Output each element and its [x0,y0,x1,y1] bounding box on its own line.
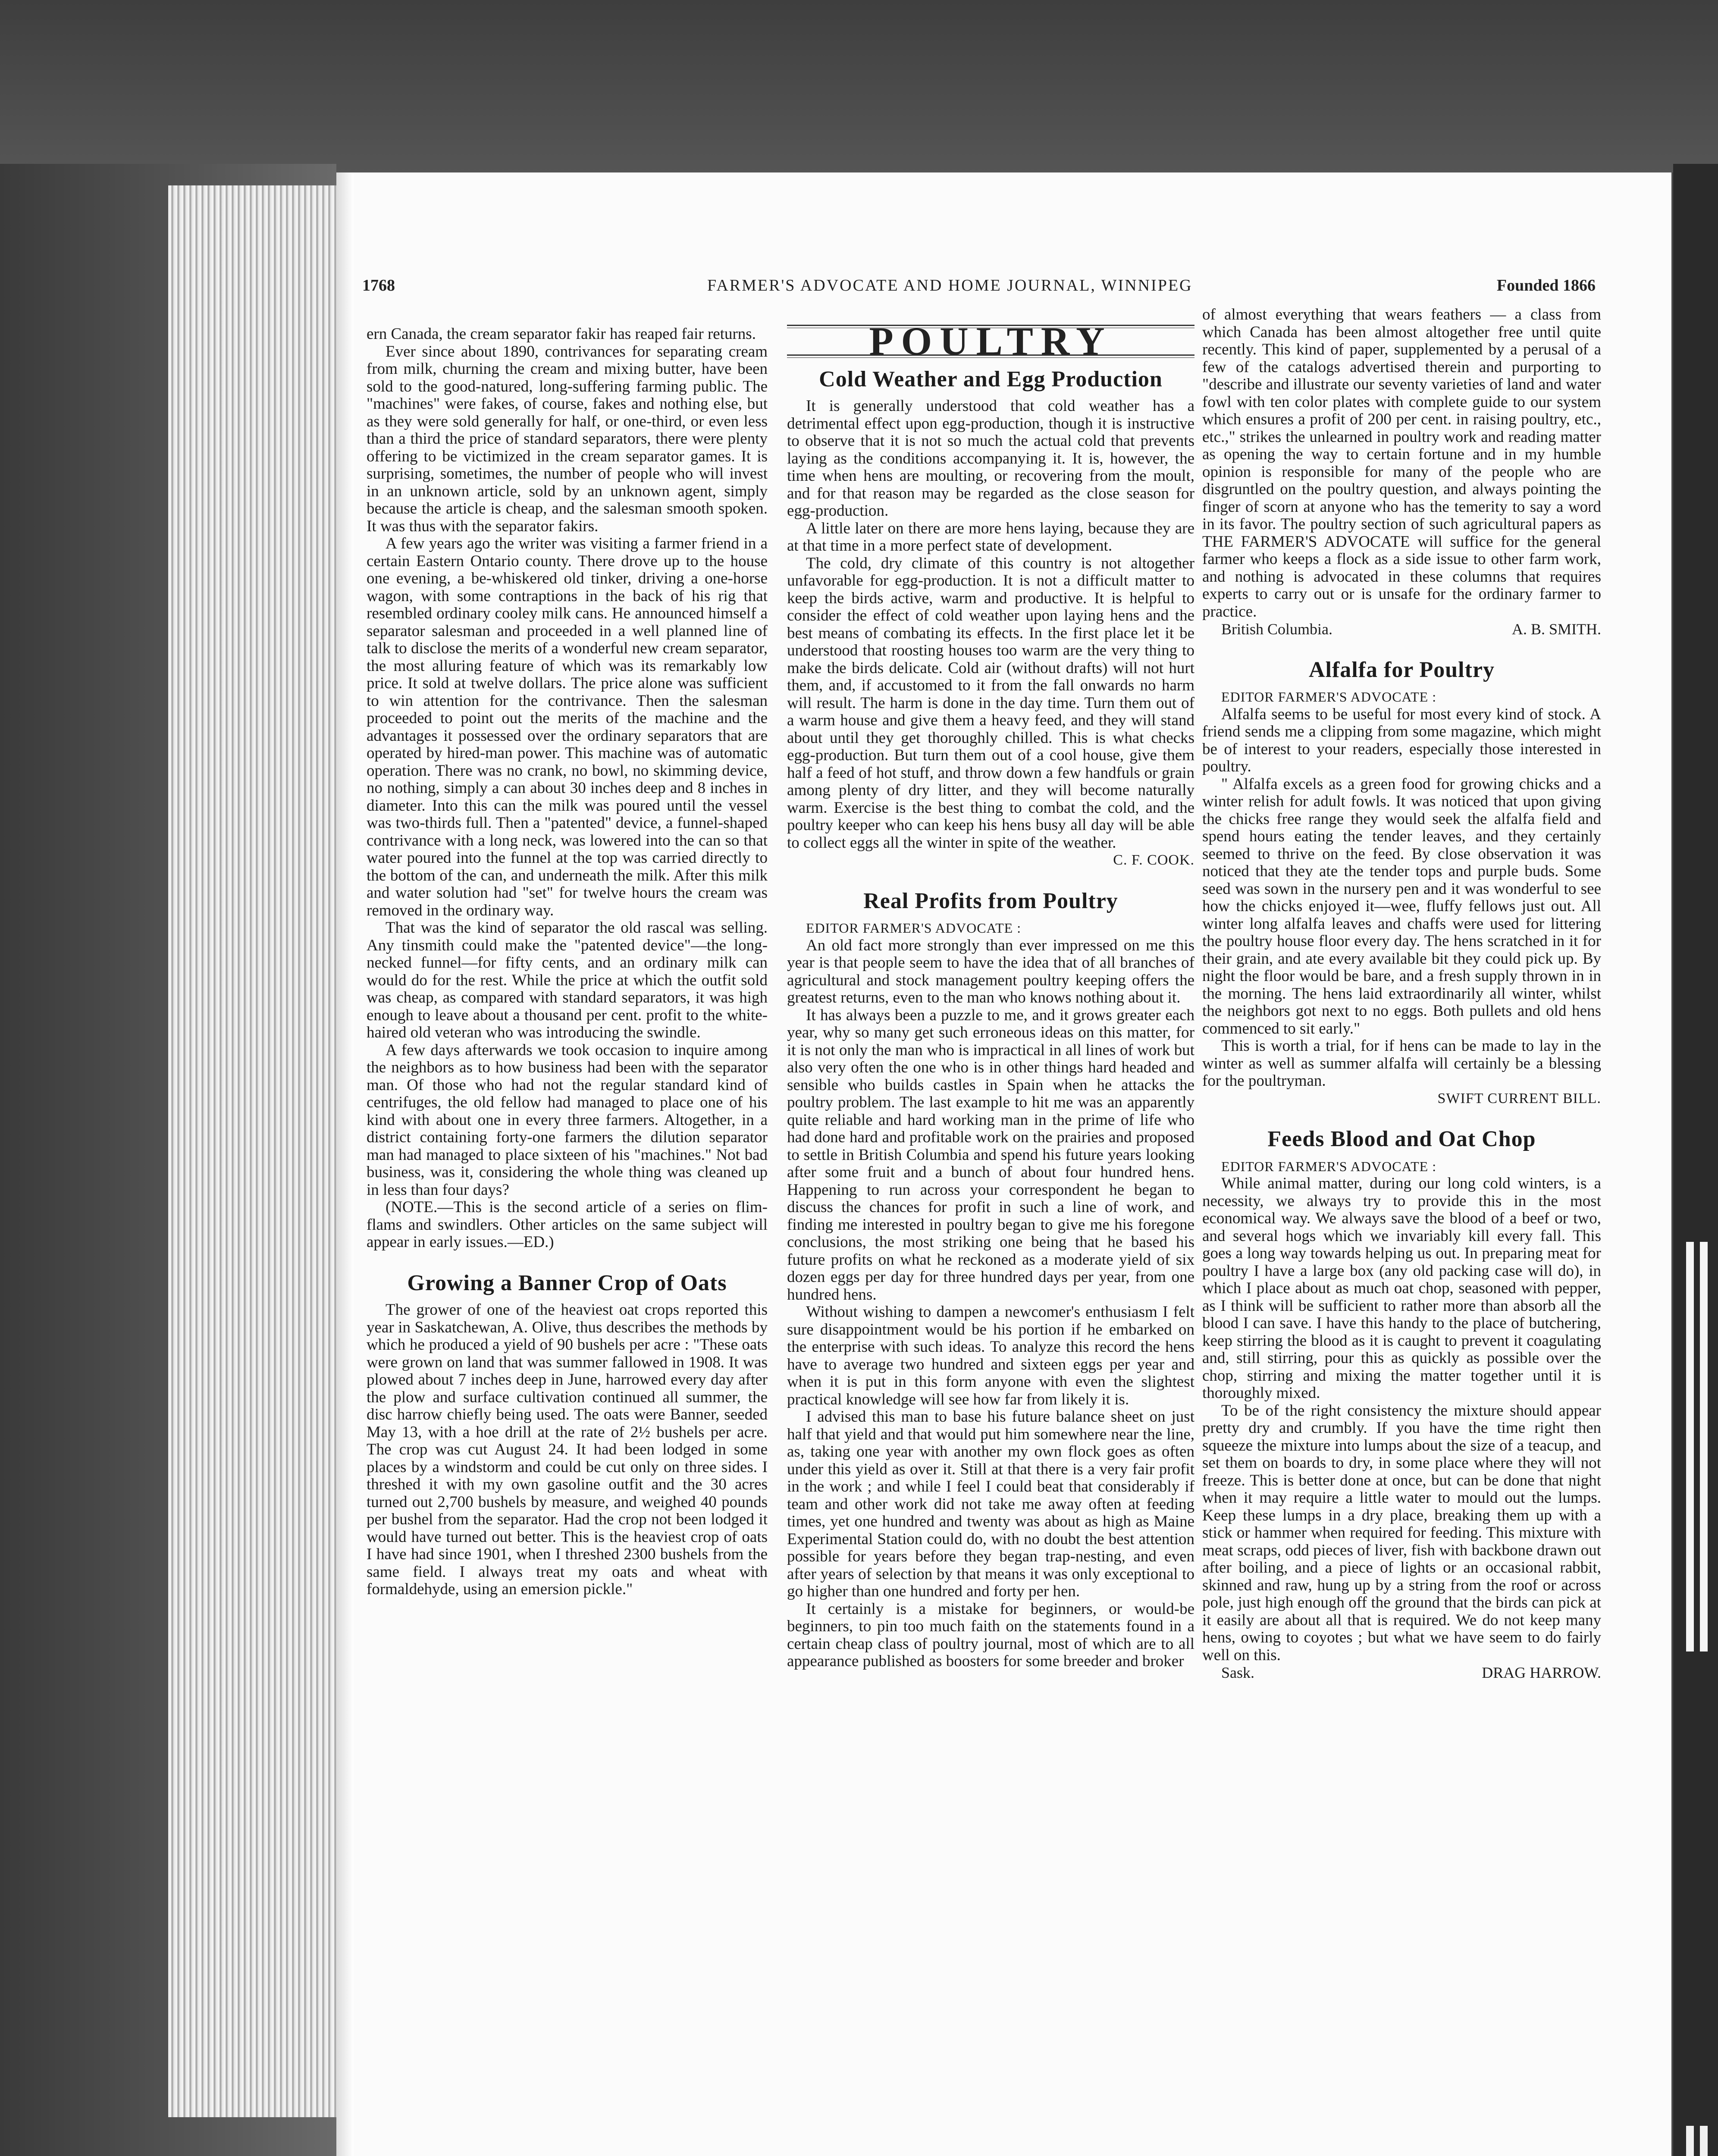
article-paragraph: A few days afterwards we took occasion to inquire among the neighbors as to how business had been with the separator man. Of those who had not the regular standard kind of centrifuges, the old fellow had managed to place one of his kind with about one in every three farmers. Altogether, in a district containing forty-one farmers the dilution separator man had managed to place sixteen of his "machines." Not bad business, was it, considering the whole thing was cleaned up in less than four days? [367,1041,768,1199]
section-heading-feeds-blood: Feeds Blood and Oat Chop [1267,1127,1536,1151]
column-right [1202,306,1601,1682]
author-location: Sask. [1221,1664,1255,1681]
gutter-shadow [336,172,354,2156]
article-continuation: ern Canada, the cream separator fakir has reaped fair returns. [367,325,756,343]
article-paragraph: It has always been a puzzle to me, and it grows greater each year, why so many get such erroneous ideas on this matter, for it is not only the man who is impractical in all lines of work but also very often the one who is in other things hard headed and sensible who builds castles in Spain when he attacks the poultry problem. The last example to hit me was an apparently quite reliable and hard working man in the prime of life who had done hard and profitable work on the prairies and proposed to settle in British Columbia and spend his future years looking after some fruit and a bunch of about four hundred hens. Happening to run across your correspondent he began to discuss the chances for profit in such a line of work, and finding me interested in poultry began to give me his foregone conclusions, the most striking one being that he based his future profits on what he reckoned as a moderate yield of six dozen eggs per day for three hundred days per year, from one hundred hens. [787,1006,1194,1304]
article-paragraph: That was the kind of separator the old rascal was selling. Any tinsmith could make the "patented device"—the long-necked funnel—for fifty cents, and an ordinary milk can would do for the rest. While the price at which the outfit sold was cheap, as compared with standard separators, it was high enough to leave about a thousand per cent. profit to the white-haired old veteran who was introducing the swindle. [367,919,768,1041]
scanner-clip [1686,2126,1694,2156]
poultry-title: POULTRY [869,319,1113,363]
article-paragraph: An old fact more strongly than ever impressed on me this year is that people seem to have the idea that of all branches of agricultural and stock management poultry keeping offers the greatest returns, even to the man who knows nothing about it. [787,936,1194,1006]
section-heading-oats: Growing a Banner Crop of Oats [407,1270,727,1295]
column-left [367,326,768,1598]
scanner-clip [1700,2126,1708,2156]
article-paragraph: While animal matter, during our long cold winters, is a necessity, we always try to provide this in the most economical way. We always save the blood of a beef or two, and several hogs which we invariably kill every fall. This goes a long way towards helping us out. In preparing meat for poultry I have a large box (any old packing case will do), in which I place about as much oat chop, seasoned with pepper, as I think will be sufficient to rather more than absorb all the blood I can save. I have this handy to the place of butchering, keep stirring the blood as it is caught to prevent it coagulating and, still stirring, pour this as quickly as possible over the chop, stirring and mixing the matter together until it is thoroughly mixed. [1202,1175,1601,1402]
article-paragraph: Ever since about 1890, contrivances for separating cream from milk, churning the cream and mixing butter, have been sold to the good-natured, long-suffering farming public. The "machines" were fakes, of course, fakes and nothing else, but as they were sold generally for half, or one-third, or even less than a third the price of standard separators, there were plenty offering to be victimized in the cream separator games. It is surprising, sometimes, the number of people who will invest in an unknown article, sold by an unknown agent, simply because the article is cheap, and the salesman smooth spoken. It was thus with the separator fakirs. [367,342,768,535]
article-paragraph: Without wishing to dampen a newcomer's enthusiasm I felt sure disappointment would be his portion if he embarked on the enterprise with such ideas. To analyze this record the hens have to average two hundred and sixteen eggs per year and when it is put in this form anyone with even the slightest practical knowledge will see how far from likely it is. [787,1303,1194,1408]
section-heading-real-profits: Real Profits from Poultry [863,888,1118,913]
article-paragraph: It certainly is a mistake for beginners, or would-be beginners, to pin too much faith on the statements found in a certain cheap class of poultry journal, most of which are to all appearance published as boosters for some breeder and broker [787,1600,1194,1670]
article-paragraph: A few years ago the writer was visiting a farmer friend in a certain Eastern Ontario county. There drove up to the house one evening, a be-whiskered old tinker, driving a one-horse wagon, with some contraptions in the back of his rig that resembled ordinary cooley milk cans. He announced himself a separator salesman and proceeded in a well planned line of talk to disclose the merits of a wonderful new cream separator, the most alluring feature of which was its remarkably low price. It sold at twelve dollars. The price alone was sufficient to win attention for the contrivance. Then the salesman proceeded to point out the merits of the machine and the advantages it possessed over the ordinary separators that are operated by hired-man power. This machine was of automatic operation. There was no crank, no bowl, no skimming device, no nothing, simply a can about 30 inches deep and 8 inches in diameter. Into this can the milk was poured until the vessel was two-thirds full. Then a "patented" device, a funnel-shaped contrivance with a long neck, was lowered into the can so that water poured into the funnel at the top was carried directly to the bottom of the can, and underneath the milk. After this milk and water solution had "set" for twelve hours the cream was removed in the ordinary way. [367,535,768,919]
article-continuation: of almost everything that wears feathers — a class from which Canada has been almost altogether free until quite recently. This kind of paper, supplemented by a perusal of a few of the catalogs advertised therein and purporting to "describe and illustrate our seventy varieties of land and water fowl with ten color plates with complete guide to our system which ensures a profit of 200 per cent. in raising poultry, etc., etc.," strikes the unlearned in poultry work and reading matter as opening the way to certain fortune and in my humble opinion is responsible for many of the people who are disgruntled on the poultry question, and always pointing the finger of scorn at anyone who has the temerity to say a word in its favor. The poultry section of such agricultural papers as THE FARMER'S ADVOCATE will suffice for the general farmer who keeps a flock as a side issue to other farm work, and nothing is advocated in these columns that requires experts to carry out or is unsafe for the ordinary farmer to practice. [1202,306,1601,620]
book-page-edges [168,185,349,2117]
scanner-background-right [1673,164,1718,2156]
editor-salutation: EDITOR FARMER'S ADVOCATE : [1221,689,1437,705]
article-paragraph: Alfalfa seems to be useful for most every kind of stock. A friend sends me a clipping from some magazine, which might be of interest to your readers, especially those interested in poultry. [1202,705,1601,775]
author-signature: DRAG HARROW. [1482,1664,1601,1681]
page-header [362,276,1596,306]
journal-title: FARMER'S ADVOCATE AND HOME JOURNAL, WINNIPEG [707,276,1193,295]
poultry-banner [787,319,1194,363]
section-heading-alfalfa: Alfalfa for Poultry [1308,657,1495,682]
author-signature: SWIFT CURRENT BILL. [1437,1090,1601,1106]
column-middle [787,321,1194,1670]
page-number: 1768 [362,276,395,295]
editor-salutation: EDITOR FARMER'S ADVOCATE : [806,920,1022,936]
author-location: British Columbia. [1221,620,1333,638]
section-heading-cold-weather: Cold Weather and Egg Production [819,367,1163,392]
signature-row [1202,620,1601,638]
article-paragraph: A little later on there are more hens laying, because they are at that time in a more perfect state of development. [787,519,1194,555]
author-signature: A. B. SMITH. [1511,620,1601,638]
scanner-clip [1700,1242,1708,1651]
author-signature: C. F. COOK. [1113,852,1194,868]
scanner-background-top [0,0,1718,172]
article-paragraph: To be of the right consistency the mixture should appear pretty dry and crumbly. If you have the time right then squeeze the mixture into lumps about the size of a teacup, and set them on boards to dry, in some place where they will not freeze. This is better done at once, but can be done that night when it may require a little water to mould out the lumps. Keep these lumps in a dry place, breaking them up with a stick or hammer when required for feeding. This mixture with meat scraps, odd pieces of liver, fish with backbone drawn out after boiling, and a piece of lights or an occasional rabbit, skinned and raw, hung up by a string from the roof or across pole, just high enough off the ground that the birds can pick at it easily are about all that is required. We do not keep many hens, owing to coyotes ; but what we have seem to do fairly well on this. [1202,1401,1601,1664]
article-paragraph: The grower of one of the heaviest oat crops reported this year in Saskatchewan, A. Olive, thus describes the methods by which he produced a yield of 90 bushels per acre : "These oats were grown on land that was summer fallowed in 1908. It was plowed about 7 inches deep in June, harrowed every day after the plow and surface cultivation continued all summer, the disc harrow chiefly being used. The oats were Banner, seeded May 13, with a hoe drill at the rate of 2½ bushels per acre. The crop was cut August 24. It had been lodged in some places by a windstorm and could be cut only on three sides. I threshed it with my own gasoline outfit and the 30 acres turned out 2,700 bushels by measure, and weighed 40 pounds per bushel from the separator. Had the crop not been lodged it would have turned out better. This is the heaviest crop of oats I have had since 1901, when I threshed 2300 bushels from the same field. I always treat my oats and wheat with formaldehyde, using an emersion pickle." [367,1301,768,1598]
article-paragraph: This is worth a trial, for if hens can be made to lay in the winter as well as summer alfalfa will certainly be a blessing for the poultryman. [1202,1037,1601,1090]
article-paragraph: It is generally understood that cold weather has a detrimental effect upon egg-production, though it is instructive to observe that it is not so much the actual cold that prevents laying as the conditions accompanying it. It is, however, the time when hens are moulting, or recovering from the moult, and for that reason may be regarded as the close season for egg-production. [787,397,1194,520]
signature-row [1202,1664,1601,1682]
article-paragraph: The cold, dry climate of this country is not altogether unfavorable for egg-production. It is not a difficult matter to keep the birds active, warm and productive. It is helpful to consider the effect of cold weather upon laying hens and the best means of combating its effects. In the first place let it be understood that roosting houses too warm are the very thing to make the birds delicate. Cold air (without drafts) will not hurt them, and, if accustomed to it from the fall onwards no harm will result. The harm is done in the day time. Turn them out of a warm house and give them a heavy feed, and they will stand about until they get thoroughly chilled. This is what checks egg-production. But turn them out of a cool house, give them half a feed of hot stuff, and throw down a few handfuls or grain among plenty of dry litter, and they will become naturally warm. Exercise is the best thing to combat the cold, and the poultry keeper who can keep his hens busy all day will be able to collect eggs all the winter in spite of the weather. [787,554,1194,852]
founded-note: Founded 1866 [1496,276,1596,295]
article-paragraph: " Alfalfa excels as a green food for growing chicks and a winter relish for adult fowls. It was noticed that upon giving the chicks free range they would seek the alfalfa field and spend hours eating the tender leaves, and they certainly seemed to thrive on the feed. By close observation it was noticed that they ate the tender tops and purple buds. Some seed was sown in the nursery pen and it was wonderful to see how the chicks enjoyed it—wee, fluffy fellows just out. All winter long alfalfa leaves and chaffs were used for littering the poultry house floor every day. The hens scratched in it for their grain, and ate every available bit they could pick up. By night the floor would be bare, and a fresh supply thrown in in the morning. The hens laid extraordinarily all winter, whilst the neighbors got next to no eggs. Both pullets and old hens commenced to sit early." [1202,775,1601,1037]
article-paragraph: I advised this man to base his future balance sheet on just half that yield and that would put him somewhere near the line, as, taking one year with another my own flock goes as often under this yield as over it. Still at that there is a very fair profit in the work ; and while I feel I could beat that considerably if team and other work did not take me away often at feeding times, yet one hundred and twenty was about as high as Maine Experimental Station could do, with no doubt the best attention possible for years before they began trap-nesting, and even after years of selection by that means it was only exceptional to go higher than one hundred and forty per hen. [787,1408,1194,1600]
editor-note: (NOTE.—This is the second article of a series on flim-flams and swindlers. Other articles on the same subject will appear in early issues.—ED.) [367,1198,768,1251]
editor-salutation: EDITOR FARMER'S ADVOCATE : [1221,1158,1437,1174]
scanner-clip [1686,1242,1694,1651]
